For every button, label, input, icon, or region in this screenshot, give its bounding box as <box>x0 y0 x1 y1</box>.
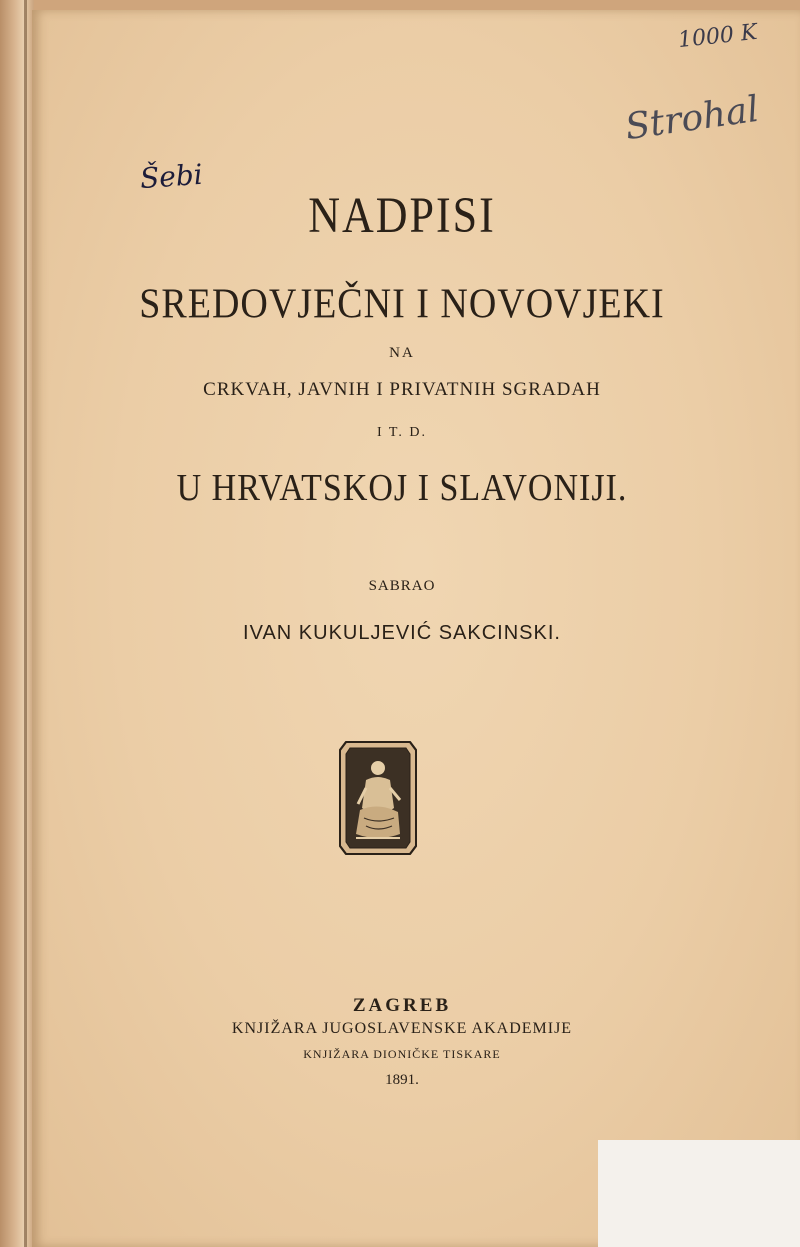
handwritten-signature-left: Šebi <box>138 157 204 196</box>
spine-edge <box>24 0 27 1247</box>
preposition-na: NA <box>389 345 415 361</box>
vignette-engraving-icon <box>336 738 420 858</box>
itd-line: I T. D. <box>376 425 428 440</box>
imprint-city: ZAGREB <box>352 995 452 1016</box>
imprint-publisher: KNJIŽARA JUGOSLAVENSKE AKADEMIJE <box>231 1020 573 1037</box>
library-label-patch <box>598 1140 800 1247</box>
book-spine <box>0 0 34 1247</box>
book-subtitle: SREDOVJEČNI I NOVOVJEKI <box>139 280 665 328</box>
compiled-by-label: SABRAO <box>368 578 436 594</box>
book-title: NADPISI <box>308 187 496 244</box>
locations-line: CRKVAH, JAVNIH I PRIVATNIH SGRADAH <box>203 379 601 400</box>
region-line: U HRVATSKOJ I SLAVONIJI. <box>176 467 628 510</box>
handwritten-note: 1000 K <box>676 19 759 54</box>
author-name: IVAN KUKULJEVIĆ SAKCINSKI. <box>243 622 561 644</box>
imprint-year: 1891. <box>385 1072 419 1088</box>
handwritten-signature-right: Strohal <box>622 88 762 149</box>
imprint-printer: KNJIŽARA DIONIČKE TISKARE <box>303 1047 501 1061</box>
